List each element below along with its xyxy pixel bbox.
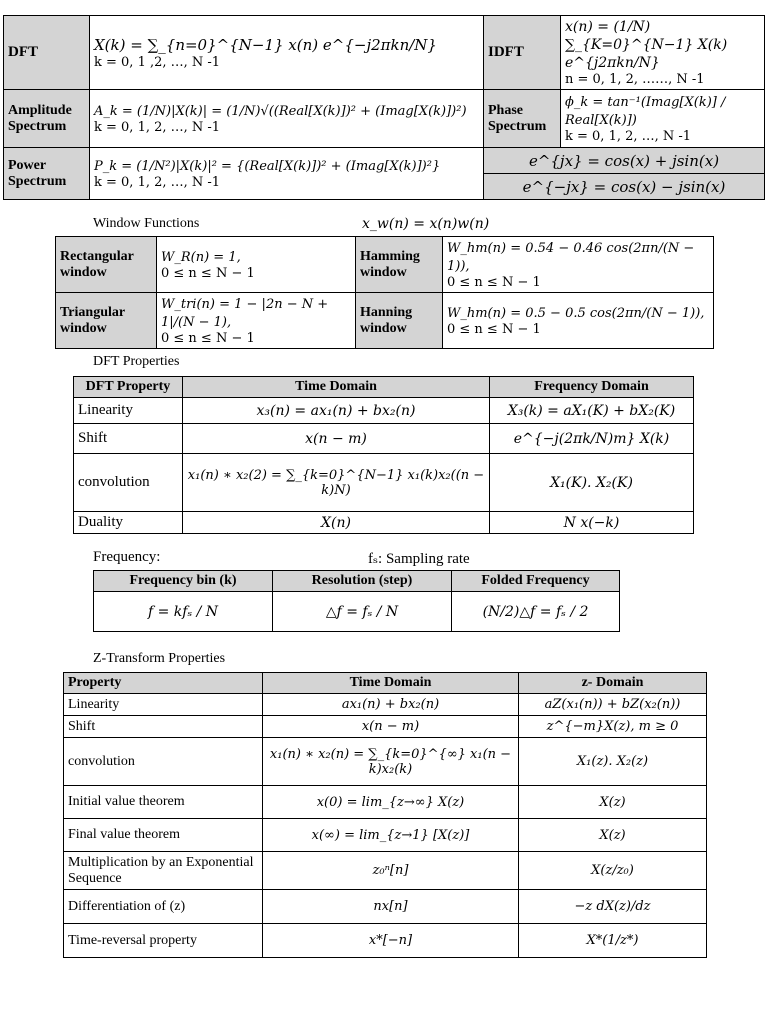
frequency-table [93,570,620,632]
z-property-header: Property [64,673,263,694]
dft-properties-caption: DFT Properties [93,354,180,369]
phase-spectrum-label: Phase Spectrum [484,90,561,148]
table-row [74,512,694,534]
table-row [74,454,694,512]
dft-prop-freq: X₁(K). X₂(K) [490,454,694,512]
resolution-header: Resolution (step) [273,571,452,592]
idft-range: n = 0, 1, 2, ……, N -1 [565,72,705,87]
table-row [74,398,694,424]
z-prop-name: Time-reversal property [64,924,263,958]
idft-cell [561,16,765,90]
table-row [64,738,707,786]
dft-time-domain-header: Time Domain [183,377,490,398]
z-prop-z: X₁(z). X₂(z) [519,738,707,786]
rectangular-window-range: 0 ≤ n ≤ N − 1 [161,266,255,281]
z-prop-time: x(∞) = lim_{z→1} [X(z)] [263,819,519,852]
table-row [64,819,707,852]
z-prop-name: Linearity [64,694,263,716]
z-prop-time: x₁(n) ∗ x₂(n) = ∑_{k=0}^{∞} x₁(n − k)x₂(k) [263,738,519,786]
dft-frequency-domain-header: Frequency Domain [490,377,694,398]
phase-formula: ϕ_k = tan⁻¹(Imag[X(k)] / Real[X(k)]) [565,95,726,128]
dft-property-header: DFT Property [74,377,183,398]
euler-formula-positive: e^{jx} = cos(x) + jsin(x) [484,148,765,174]
z-prop-time: x(n − m) [263,716,519,738]
z-prop-time: ax₁(n) + bx₂(n) [263,694,519,716]
z-transform-caption: Z-Transform Properties [93,651,226,666]
z-time-domain-header: Time Domain [263,673,519,694]
hamming-window-formula: W_hm(n) = 0.54 − 0.46 cos(2πn/(N − 1)), [447,241,695,274]
amplitude-cell [90,90,484,148]
hamming-window-label: Hamming window [356,237,443,293]
dft-prop-name: convolution [74,454,183,512]
idft-formula: x(n) = (1/N) ∑_{K=0}^{N−1} X(k) e^{j2πkn/N} [565,19,728,71]
hanning-window-cell [443,293,714,349]
phase-cell [561,90,765,148]
dft-prop-name: Duality [74,512,183,534]
dft-prop-time: x₃(n) = ax₁(n) + bx₂(n) [183,398,490,424]
dft-prop-freq: X₃(k) = aX₁(K) + bX₂(K) [490,398,694,424]
table-row [64,890,707,924]
triangular-window-range: 0 ≤ n ≤ N − 1 [161,331,255,346]
folded-frequency-header: Folded Frequency [452,571,620,592]
window-functions-table [55,236,714,349]
table-row [64,852,707,890]
z-domain-header: z- Domain [519,673,707,694]
dft-prop-time: X(n) [183,512,490,534]
sampling-rate-caption: fₛ: Sampling rate [368,551,470,567]
power-spectrum-label: Power Spectrum [4,148,90,200]
window-functions-formula: x_w(n) = x(n)w(n) [362,216,490,232]
z-prop-z: aZ(x₁(n)) + bZ(x₂(n)) [519,694,707,716]
triangular-window-formula: W_tri(n) = 1 − |2n − N + 1|/(N − 1), [161,297,329,330]
power-formula: P_k = (1/N²)|X(k)|² = {(Real[X(k)])² + (Imag[X(k)])²} [94,159,441,174]
dft-properties-table [73,376,694,534]
dft-summary-table [3,15,765,200]
z-prop-z: X(z) [519,819,707,852]
amplitude-formula: A_k = (1/N)|X(k)| = (1/N)√((Real[X(k)])² + (Imag[X(k)])²) [94,104,467,119]
idft-label: IDFT [484,16,561,90]
table-row [64,716,707,738]
z-prop-name: Multiplication by an Exponential Sequence [64,852,263,890]
z-prop-z: X(z) [519,786,707,819]
window-functions-caption: Window Functions [93,216,200,231]
dft-label: DFT [4,16,90,90]
z-prop-time: nx[n] [263,890,519,924]
phase-range: k = 0, 1, 2, …, N -1 [565,129,692,144]
z-prop-z: X(z/z₀) [519,852,707,890]
triangular-window-cell [157,293,356,349]
triangular-window-label: Triangular window [56,293,157,349]
rectangular-window-cell [157,237,356,293]
table-row [94,592,620,632]
resolution-formula: △f = fₛ / N [273,592,452,632]
power-cell [90,148,484,200]
z-prop-name: Shift [64,716,263,738]
folded-frequency-formula: (N/2)△f = fₛ / 2 [452,592,620,632]
hanning-window-label: Hanning window [356,293,443,349]
z-prop-name: Final value theorem [64,819,263,852]
table-row [64,694,707,716]
dft-prop-time: x₁(n) ∗ x₂(2) = ∑_{k=0}^{N−1} x₁(k)x₂((n − k)N) [183,454,490,512]
amplitude-range: k = 0, 1, 2, …, N -1 [94,120,221,135]
dft-formula: X(k) = ∑_{n=0}^{N−1} x(n) e^{−j2πkn/N} [94,35,437,54]
z-prop-time: x*[−n] [263,924,519,958]
hanning-window-range: 0 ≤ n ≤ N − 1 [447,322,541,337]
rectangular-window-formula: W_R(n) = 1, [161,250,241,265]
dft-prop-time: x(n − m) [183,424,490,454]
hamming-window-cell [443,237,714,293]
power-range: k = 0, 1, 2, …, N -1 [94,175,221,190]
dft-prop-freq: N x(−k) [490,512,694,534]
table-row [64,924,707,958]
z-prop-z: X*(1/z*) [519,924,707,958]
z-prop-name: convolution [64,738,263,786]
z-prop-time: x(0) = lim_{z→∞} X(z) [263,786,519,819]
dft-prop-name: Linearity [74,398,183,424]
dft-prop-name: Shift [74,424,183,454]
dft-range: k = 0, 1 ,2, …, N -1 [94,54,221,70]
z-prop-name: Differentiation of (z) [64,890,263,924]
z-prop-z: z^{−m}X(z), m ≥ 0 [519,716,707,738]
dft-cell [90,16,484,90]
z-prop-name: Initial value theorem [64,786,263,819]
z-transform-table [63,672,707,958]
amplitude-spectrum-label: Amplitude Spectrum [4,90,90,148]
frequency-caption: Frequency: [93,549,161,565]
hamming-window-range: 0 ≤ n ≤ N − 1 [447,275,541,290]
euler-formula-negative: e^{−jx} = cos(x) − jsin(x) [484,174,765,200]
table-row [64,786,707,819]
frequency-bin-formula: f = kfₛ / N [94,592,273,632]
rectangular-window-label: Rectangular window [56,237,157,293]
z-prop-z: −z dX(z)/dz [519,890,707,924]
table-row [74,424,694,454]
frequency-bin-header: Frequency bin (k) [94,571,273,592]
dft-prop-freq: e^{−j(2πk/N)m} X(k) [490,424,694,454]
hanning-window-formula: W_hm(n) = 0.5 − 0.5 cos(2πn/(N − 1)), [447,306,705,321]
z-prop-time: z₀ⁿ[n] [263,852,519,890]
